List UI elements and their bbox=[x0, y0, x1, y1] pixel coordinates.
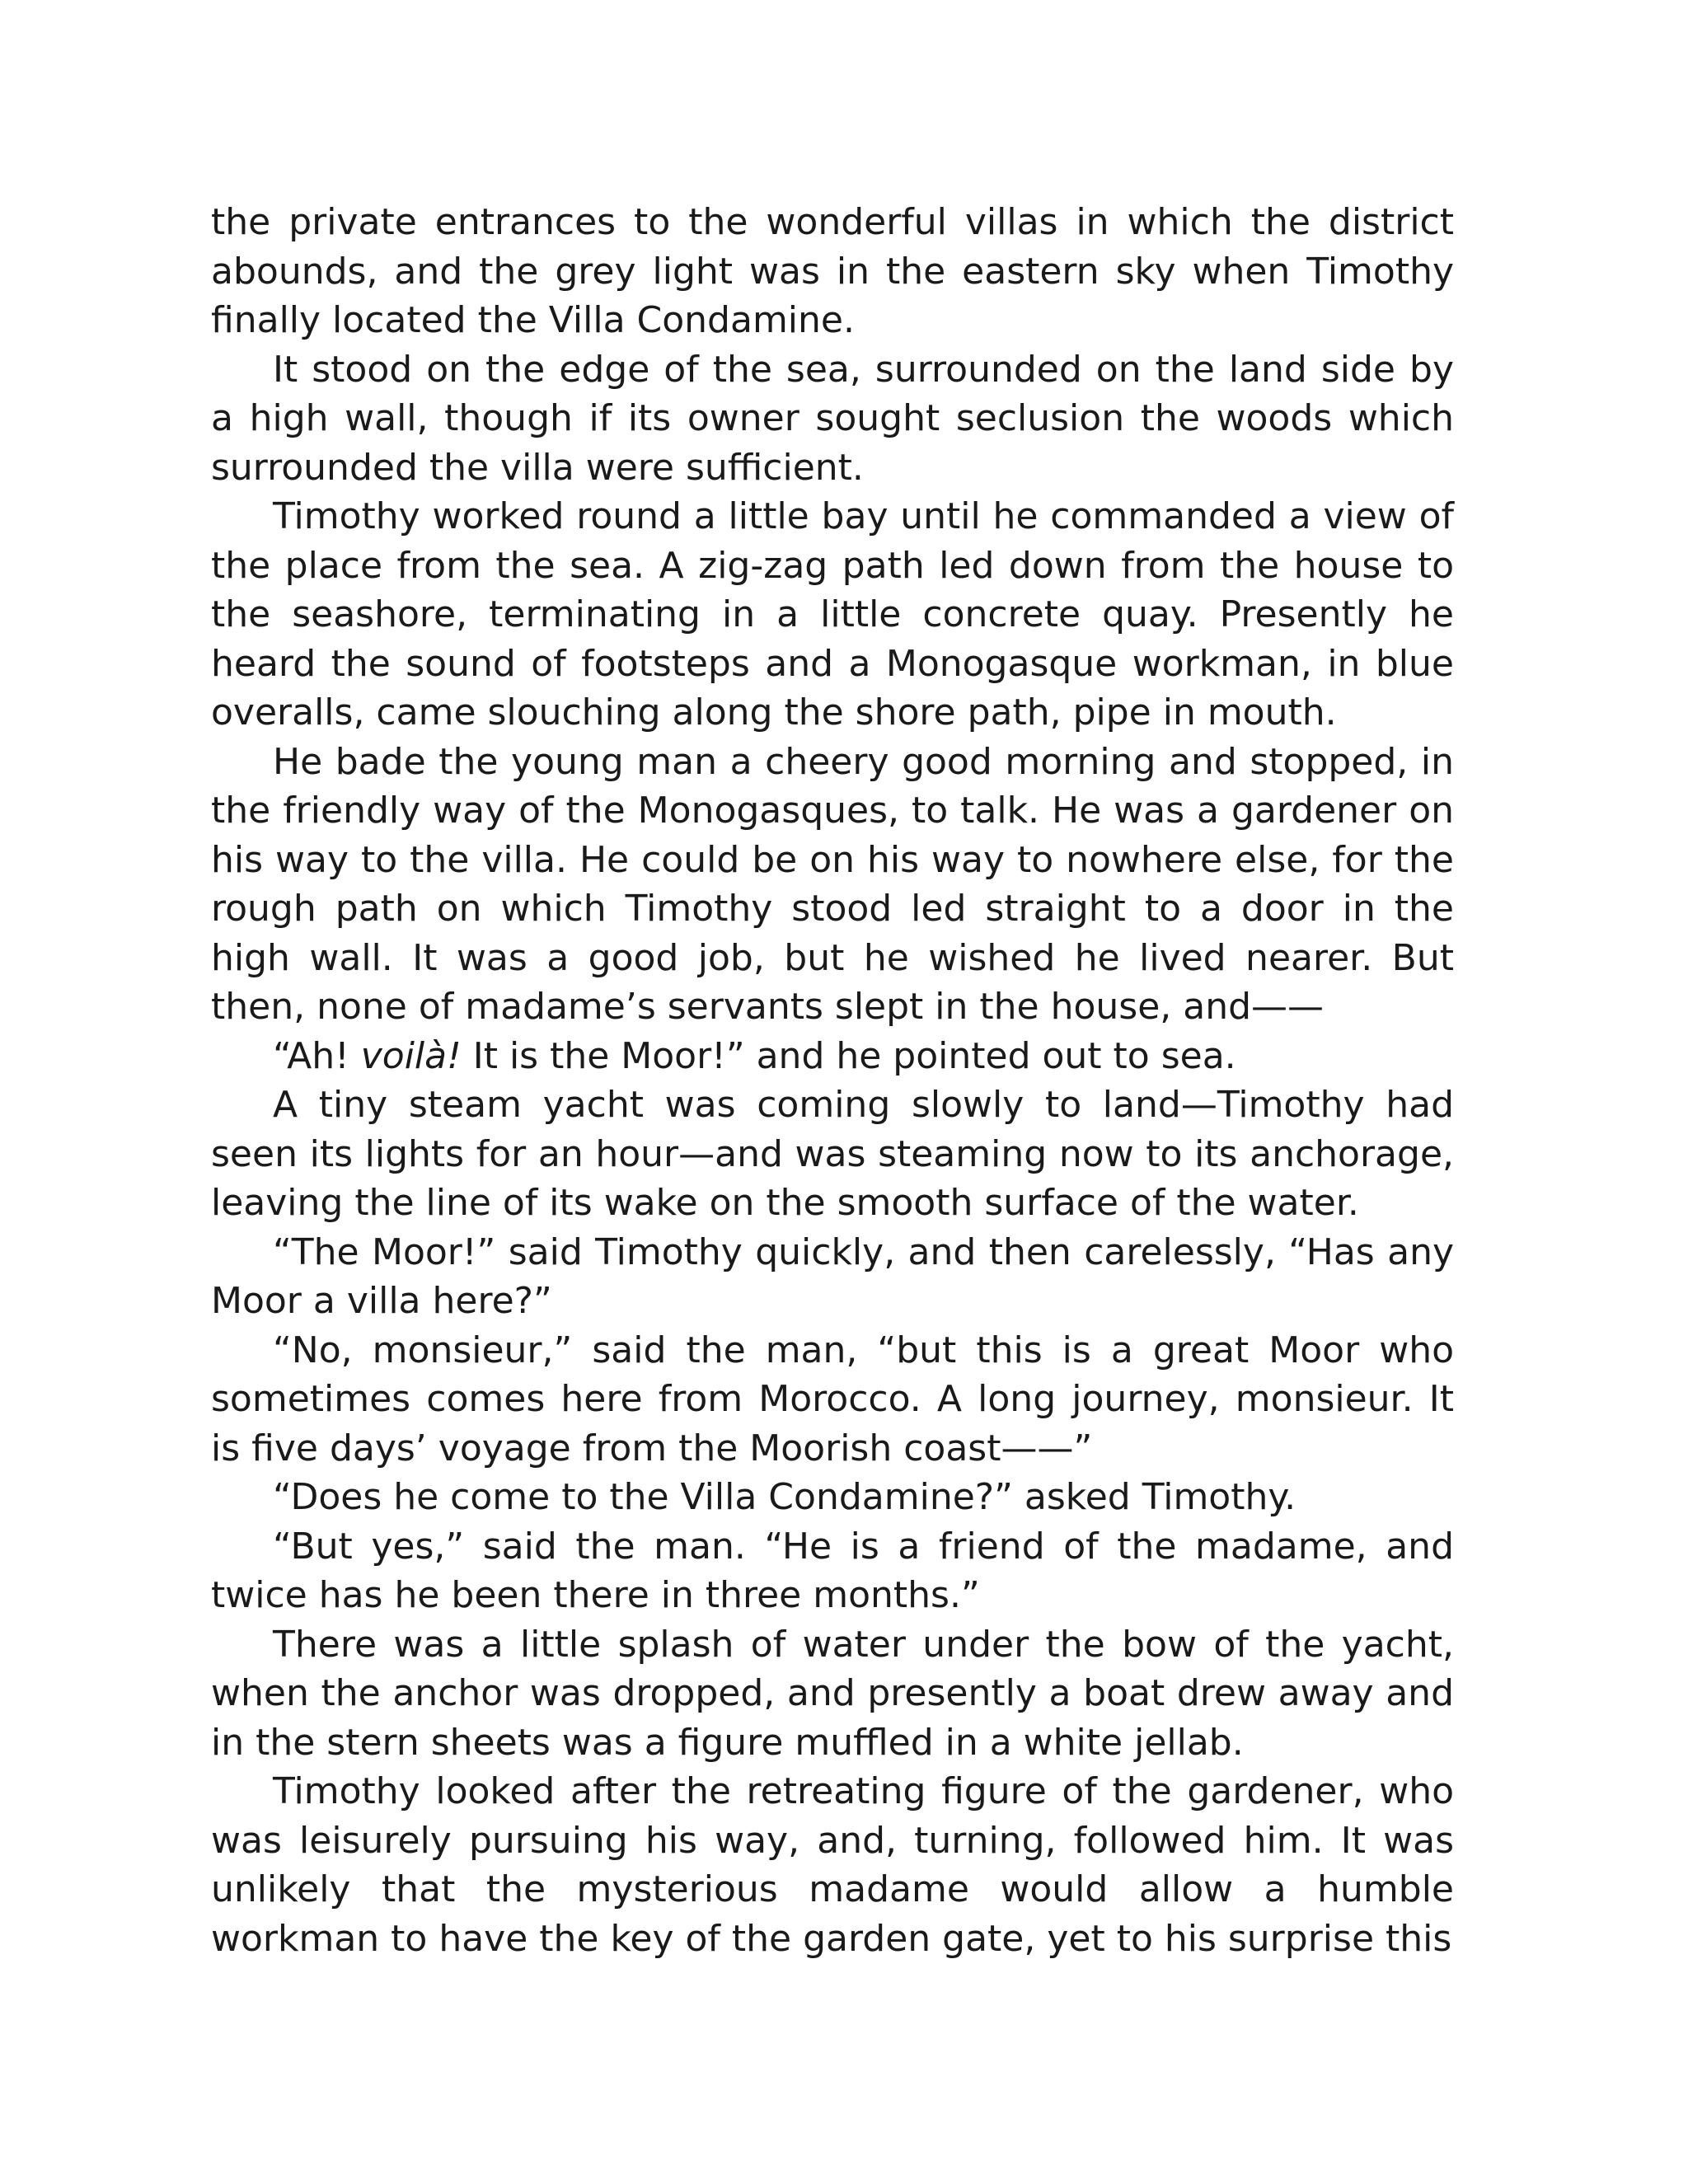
paragraph: “Does he come to the Villa Condamine?” asked Timothy. bbox=[273, 1476, 1296, 1518]
paragraph: the private entrances to the wonderful villas in which the district abounds, and the grey light was in the eastern sky when Timothy finally located the Villa Condamine. bbox=[211, 201, 1454, 341]
paragraph: A tiny steam yacht was coming slowly to land—Timothy had seen its lights for an hour—and was steaming now to its anchorage, leaving the line of its wake on the smooth surface of the water. bbox=[211, 1084, 1454, 1224]
book-page-text bbox=[211, 198, 1454, 1963]
paragraph: There was a little splash of water under the bow of the yacht, when the anchor was dropped, and presently a boat drew away and in the stern sheets was a figure muffled in a white jellab. bbox=[211, 1623, 1454, 1764]
italic-text: voilà! bbox=[360, 1034, 462, 1077]
paragraph: “No, monsieur,” said the man, “but this is a great Moor who sometimes comes here from Morocco. A long journey, monsieur. It is five days’ voyage from the Moorish coast——” bbox=[211, 1329, 1454, 1469]
paragraph-text: “Ah! bbox=[273, 1034, 361, 1077]
paragraph-text: It is the Moor!” and he pointed out to sea. bbox=[461, 1034, 1236, 1077]
paragraph: Timothy worked round a little bay until he commanded a view of the place from the sea. A zig-zag path led down from the house to the seashore, terminating in a little concrete quay. Presently he heard the sound of footsteps and a Monogasque workman, in blue overalls, came slouching along the shore path, pipe in mouth. bbox=[211, 495, 1454, 733]
paragraph: Timothy looked after the retreating figure of the gardener, who was leisurely pursuing his way, and, turning, followed him. It was unlikely that the mysterious madame would allow a humble workman to have the key of the garden gate, yet to his surprise this bbox=[211, 1770, 1454, 1960]
paragraph bbox=[211, 1032, 1454, 1081]
paragraph: It stood on the edge of the sea, surrounded on the land side by a high wall, though if its owner sought seclusion the woods which surrounded the villa were sufficient. bbox=[211, 348, 1454, 489]
paragraph: “But yes,” said the man. “He is a friend of the madame, and twice has he been there in three months.” bbox=[211, 1525, 1454, 1616]
paragraph: He bade the young man a cheery good morning and stopped, in the friendly way of the Monogasques, to talk. He was a gardener on his way to the villa. He could be on his way to nowhere else, for the rough path on which Timothy stood led straight to a door in the high wall. It was a good job, but he wished he lived nearer. But then, none of madame’s servants slept in the house, and—— bbox=[211, 740, 1454, 1028]
paragraph: “The Moor!” said Timothy quickly, and then carelessly, “Has any Moor a villa here?” bbox=[211, 1230, 1454, 1322]
